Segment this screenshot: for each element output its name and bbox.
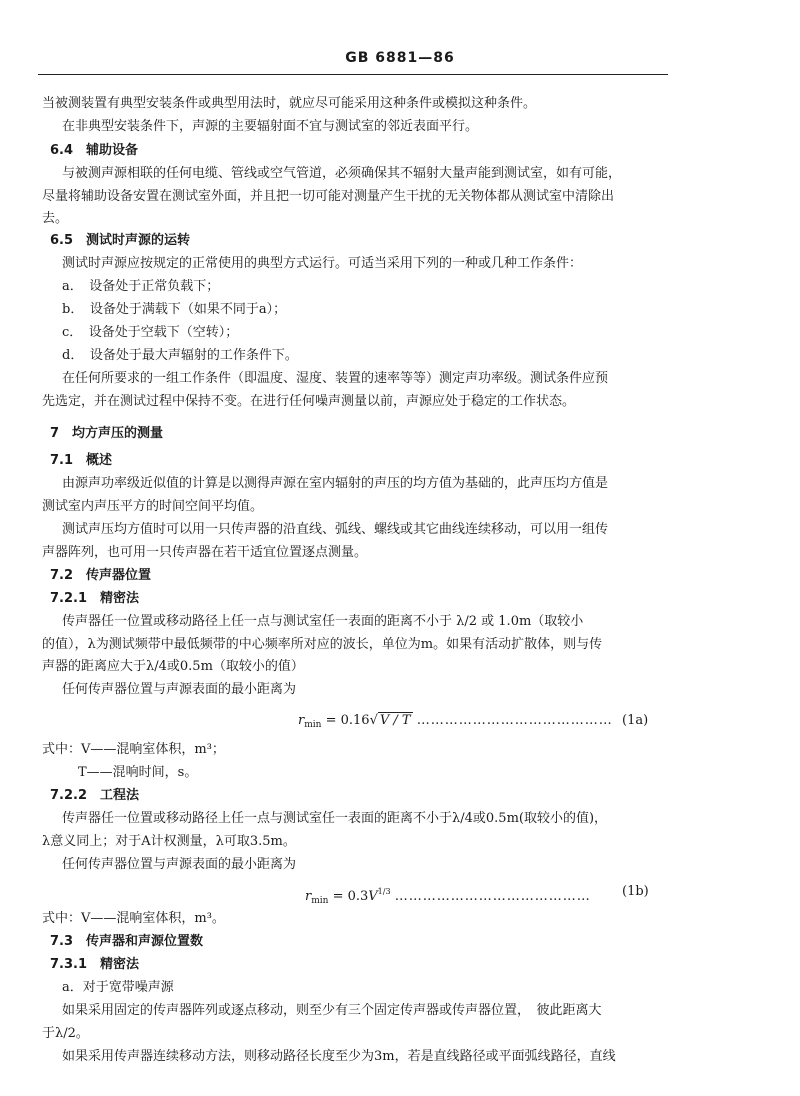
section-heading-7-1: 7.1 概述 bbox=[50, 453, 113, 468]
body-line: 如果采用固定的传声器阵列或逐点移动，则至少有三个固定传声器或传声器位置， 彼此距离大 bbox=[62, 1003, 602, 1018]
body-line: 任何传声器位置与声源表面的最小距离为 bbox=[62, 857, 297, 872]
eq2-v: V bbox=[368, 889, 378, 904]
body-line: 与被测声源相联的任何电缆、管线或空气管道，必须确保其不辐射大量声能到测试室，如有可能， bbox=[62, 166, 622, 181]
eq1-rhs: = 0.16 bbox=[325, 713, 370, 728]
section-heading-6-5: 6.5 测试时声源的运转 bbox=[50, 233, 191, 248]
variable-definition: 式中：V——混响室体积，m³。 bbox=[42, 911, 225, 926]
list-item-d: d． 设备处于最大声辐射的工作条件下。 bbox=[62, 348, 298, 363]
variable-definition: T——混响时间，s。 bbox=[78, 765, 198, 780]
header-rule bbox=[38, 74, 668, 75]
body-line: 于λ/2。 bbox=[42, 1026, 89, 1041]
body-line: 的值），λ为测试频带中最低频带的中心频率所对应的波长，单位为m。如果有活动扩散体，则与传 bbox=[42, 637, 603, 652]
body-line: 声器阵列，也可用一只传声器在若干适宜位置逐点测量。 bbox=[42, 545, 368, 560]
eq1-subscript: min bbox=[304, 720, 322, 730]
body-line: 测试室内声压平方的时间空间平均值。 bbox=[42, 499, 264, 514]
body-line: 由源声功率级近似值的计算是以测得声源在室内辐射的声压的均方值为基础的，此声压均方值是 bbox=[62, 476, 609, 491]
eq1-r: r bbox=[298, 713, 305, 728]
body-line: 在任何所要求的一组工作条件（即温度、湿度、装置的速率等等）测定声功率级。测试条件应预 bbox=[62, 371, 609, 386]
section-heading-7-2-1: 7.2.1 精密法 bbox=[50, 591, 140, 606]
body-line: 声器的距离应大于λ/4或0.5m（取较小的值） bbox=[42, 659, 304, 674]
body-line: 传声器任一位置或移动路径上任一点与测试室任一表面的距离不小于λ/4或0.5m(取较小的值)， bbox=[62, 811, 608, 826]
section-heading-7-3: 7.3 传声器和声源位置数 bbox=[50, 934, 204, 949]
body-line: 先选定，并在测试过程中保持不变。在进行任何噪声测量以前，声源应处于稳定的工作状态。 bbox=[42, 394, 576, 409]
body-line: 尽量将辅助设备安置在测试室外面，并且把一切可能对测量产生干扰的无关物体都从测试室中清除出 bbox=[42, 189, 615, 204]
section-heading-7-2-2: 7.2.2 工程法 bbox=[50, 788, 140, 803]
body-line: 测试时声源应按规定的正常使用的典型方式运行。可适当采用下列的一种或几种工作条件： bbox=[62, 256, 583, 271]
body-line: 任何传声器位置与声源表面的最小距离为 bbox=[62, 682, 297, 697]
equation-1b bbox=[305, 883, 591, 910]
equation-number-1a: (1a) bbox=[622, 713, 649, 728]
body-line: 如果采用传声器连续移动方法，则移动路径长度至少为3m，若是直线路径或平面弧线路径，直线 bbox=[62, 1049, 616, 1064]
body-line: 当被测装置有典型安装条件或典型用法时，就应尽可能采用这种条件或模拟这种条件。 bbox=[42, 96, 537, 111]
eq2-exponent: 1/3 bbox=[377, 887, 391, 896]
eq1-radicand: V / T bbox=[379, 713, 411, 728]
list-item-b: b． 设备处于满载下（如果不同于a）； bbox=[62, 302, 287, 317]
section-heading-7-2: 7.2 传声器位置 bbox=[50, 568, 152, 583]
eq1-leader: …………………………………… bbox=[416, 713, 613, 728]
equation-number-1b: (1b) bbox=[622, 884, 649, 899]
body-line: 去。 bbox=[42, 211, 69, 226]
list-item-a: a．对于宽带噪声源 bbox=[62, 980, 174, 995]
list-item-c: c． 设备处于空载下（空转）； bbox=[62, 325, 239, 340]
section-heading-7: 7 均方声压的测量 bbox=[50, 426, 164, 441]
eq2-subscript: min bbox=[311, 896, 329, 906]
eq2-leader: …………………………………… bbox=[394, 889, 591, 904]
eq2-rhs: = 0.3 bbox=[332, 889, 369, 904]
body-line: 测试声压均方值时可以用一只传声器的沿直线、弧线、螺线或其它曲线连续移动，可以用一组传 bbox=[62, 522, 609, 537]
eq2-r: r bbox=[305, 889, 312, 904]
section-heading-7-3-1: 7.3.1 精密法 bbox=[50, 957, 140, 972]
body-line: 在非典型安装条件下，声源的主要辐射面不宜与测试室的邻近表面平行。 bbox=[62, 119, 479, 134]
section-heading-6-4: 6.4 辅助设备 bbox=[50, 143, 139, 158]
list-item-a: a． 设备处于正常负载下； bbox=[62, 279, 220, 294]
equation-1a: $r_{min} = 0.16√$ V / T …………………………………… bbox=[298, 713, 613, 730]
body-line: 传声器任一位置或移动路径上任一点与测试室任一表面的距离不小于 λ/2 或 1.0m（取较小 bbox=[62, 614, 584, 629]
variable-definition: 式中：V——混响室体积，m³； bbox=[42, 742, 225, 757]
page-header-standard-number: GB 6881—86 bbox=[345, 50, 455, 66]
body-line: λ意义同上；对于A计权测量，λ可取3.5m。 bbox=[42, 834, 296, 849]
